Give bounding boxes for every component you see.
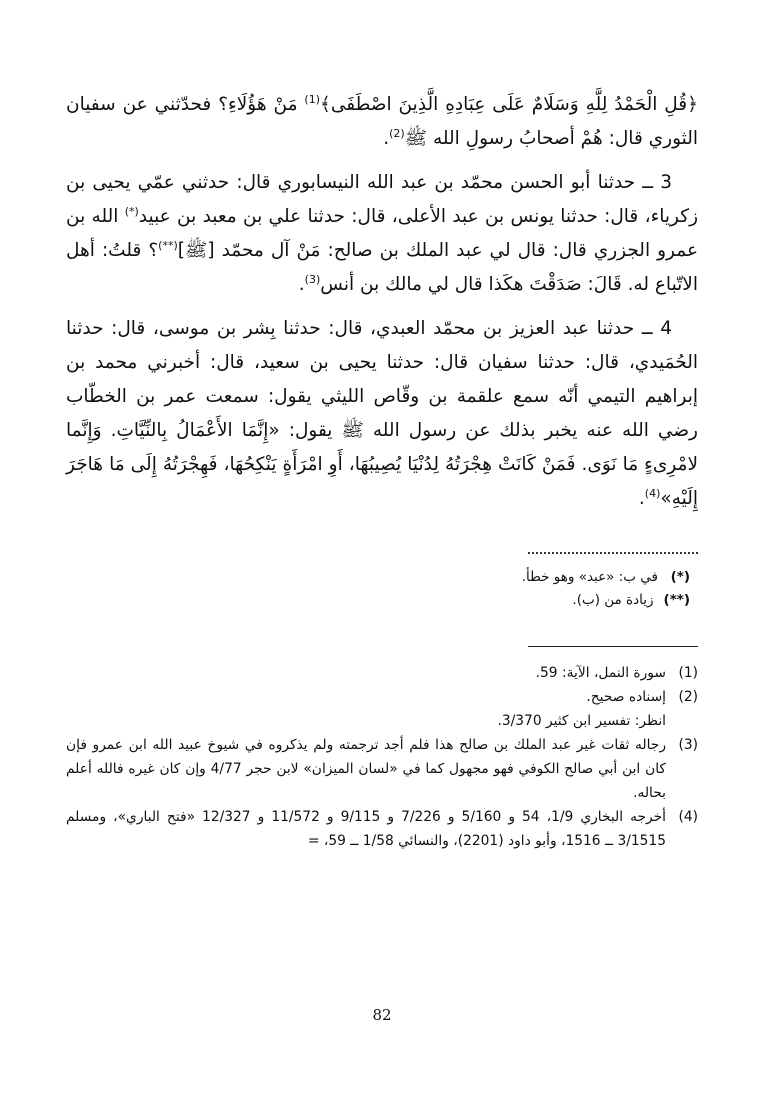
editor-note bbox=[66, 589, 690, 612]
footnote-ref-4[interactable]: (4) bbox=[644, 486, 661, 500]
footnotes bbox=[66, 661, 698, 853]
footnote-number: (2) bbox=[678, 689, 698, 705]
footnote-number: (4) bbox=[678, 809, 698, 825]
editor-note-text: في ب: «عبد» وهو خطأ. bbox=[521, 569, 658, 585]
quran-verse: ﴿قُلِ الْحَمْدُ لِلَّهِ وَسَلَامٌ عَلَى عِبَادِهِ الَّذِينَ اصْطَفَى﴾ bbox=[320, 94, 698, 115]
paragraph-1-text: مَنْ هَؤُلَاءِ؟ فحدّثني عن سفيان الثوري قال: هُمْ أصحابُ رسولِ الله ﷺ bbox=[66, 94, 698, 149]
footnote-ref-3[interactable]: (3) bbox=[304, 272, 321, 286]
footnote-ref-2[interactable]: (2) bbox=[389, 126, 405, 140]
page-number: 82 bbox=[372, 1006, 392, 1024]
paragraph-2 bbox=[66, 166, 698, 302]
footnote-text: أخرجه البخاري 1/9، 54 و 5/160 و 7/226 و 9/115 و 11/572 و 12/327 «فتح الباري»، ومسلم 3/1515 ــ 1516، وأبو داود (2201)، والنسائي 1/58 ــ 59، = bbox=[66, 809, 667, 849]
paragraph-1-end: . bbox=[383, 128, 390, 149]
footnote-2-reference: انظر: تفسير ابن كثير 3/370. bbox=[497, 713, 666, 729]
footnote-separator bbox=[528, 646, 698, 647]
footnote-text: رجاله ثقات غير عبد الملك بن صالح هذا فلم أجد ترجمته ولم يذكروه في شيوخ عبيد الله ابن عمرو فإن كان ابن أبي صالح الكوفي فهو مجهول كما في «لسان الميزان» لابن حجر 4/77 وإن كان غيره فالله أعلم بحاله. bbox=[66, 737, 666, 801]
footnote-1 bbox=[66, 661, 698, 685]
paragraph-3-end: . bbox=[638, 488, 645, 509]
paragraph-1 bbox=[66, 88, 698, 156]
paragraph-2-end: . bbox=[298, 274, 305, 295]
paragraph-2-text: 3 ــ حدثنا أبو الحسن محمّد بن عبد الله النيسابوري قال: حدثني عمّي يحيى بن زكرياء، قال: حدثنا يونس بن عبد الأعلى، قال: حدثنا علي بن معبد بن عبيد bbox=[66, 172, 698, 227]
footnote-number: (3) bbox=[678, 737, 698, 753]
footnote-2 bbox=[66, 685, 698, 709]
document-page bbox=[66, 88, 698, 1100]
editor-note bbox=[66, 566, 690, 589]
paragraph-2-text-3: ؟ قلتُ: أهل الاتّباع له. قَالَ: صَدَقْتَ هكَذا قال لي مالك بن أنس bbox=[66, 240, 698, 295]
dotted-separator bbox=[528, 552, 698, 554]
editor-note-mark: (**) bbox=[663, 592, 690, 608]
footnote-ref-1[interactable]: (1) bbox=[304, 92, 320, 106]
footnote-ref-star[interactable]: (*) bbox=[124, 204, 139, 218]
footnote-text: سورة النمل، الآية: 59. bbox=[535, 665, 666, 681]
footnote-ref-double-star[interactable]: (**) bbox=[158, 238, 178, 252]
paragraph-3 bbox=[66, 312, 698, 516]
editor-note-text: زيادة من (ب). bbox=[572, 592, 654, 608]
footnote-4 bbox=[66, 805, 698, 853]
paragraph-2-text-2: الله بن عمرو الجزري قال: قال لي عبد الملك بن صالح: مَنْ آل محمّد [ﷺ] bbox=[66, 206, 698, 261]
main-text bbox=[66, 88, 698, 516]
editor-notes bbox=[66, 566, 698, 612]
footnote-3 bbox=[66, 733, 698, 805]
editor-note-mark: (*) bbox=[670, 569, 690, 585]
paragraph-3-text: 4 ــ حدثنا عبد العزيز بن محمّد العبدي، قال: حدثنا بِشر بن موسى، قال: حدثنا الحُمَيدي، قال: حدثنا سفيان قال: حدثنا يحيى بن سعيد، قال: أخبرني محمد بن إبراهيم التيمي أنّه سمع علقمة بن وقّاص الليثي يقول: سمعت عمر بن الخطّاب رضي الله عنه يخبر بذلك عن رسول الله ﷺ يقول: «إِنَّمَا الأَعْمَالُ بِالنِّيَّاتِ. وَإِنَّما لامْرِىءٍ مَا نَوَى. فَمَنْ كَانَتْ هِجْرَتُهُ لِدُنْيَا يُصِيبُهَا، أَوِ امْرَأَةٍ يَنْكِحُهَا، فَهِجْرَتُهُ إِلَى مَا هَاجَرَ إِلَيْهِ» bbox=[66, 318, 698, 509]
footnote-text: إسناده صحيح. bbox=[586, 689, 666, 705]
footnote-number: (1) bbox=[678, 665, 698, 681]
